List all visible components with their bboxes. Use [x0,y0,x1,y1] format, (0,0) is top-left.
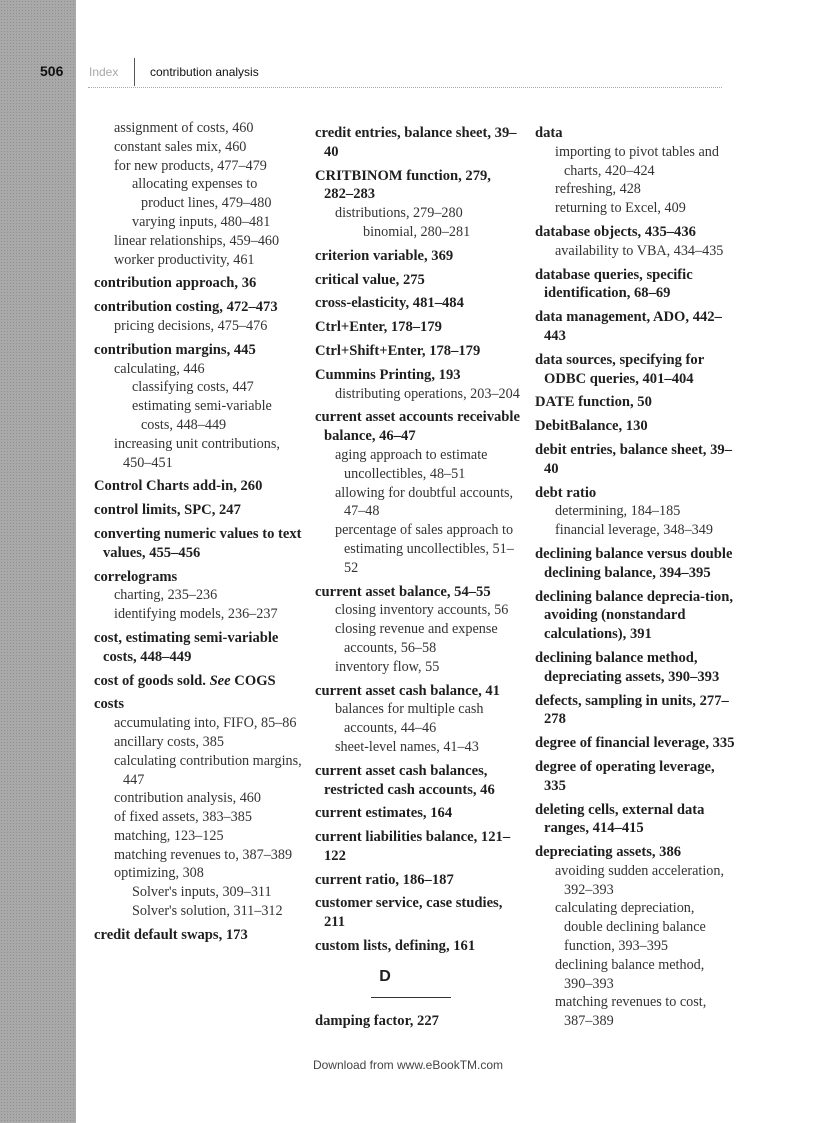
index-subentry [555,899,735,955]
index-entry [315,937,523,956]
entry-text: increasing unit contributions, 450–451 [114,435,280,471]
page-margin-strip [0,0,76,1123]
entry-text: DATE function, 50 [535,394,652,411]
entry-text: for new products, 477–479 [114,157,267,174]
entry-text: current asset accounts receivable balance, 46–47 [315,409,520,445]
entry-text: control limits, SPC, 247 [94,502,241,519]
entry-text: Solver's inputs, 309–311 [132,884,272,901]
index-entry [315,762,523,800]
index-subentry [114,846,304,865]
index-entry [315,342,523,361]
letter-rule [371,997,451,998]
entry-text: Ctrl+Enter, 178–179 [315,319,442,336]
index-entry [94,926,304,945]
index-entry [535,758,735,796]
index-entry [315,271,523,290]
entry-text: damping factor, 227 [315,1012,439,1029]
index-entry [315,682,523,701]
letter-heading [315,968,455,998]
entry-text: distributing operations, 203–204 [335,385,520,402]
entry-text: Solver's solution, 311–312 [132,903,283,920]
index-subentry [335,738,523,757]
entry-text: matching revenues to cost, 387–389 [555,994,707,1030]
index-subentry [132,213,304,232]
entry-text: closing inventory accounts, 56 [335,602,509,619]
entry-text: Ctrl+Shift+Enter, 178–179 [315,342,481,359]
entry-text: estimating semi-variable costs, 448–449 [132,398,272,433]
index-entry [94,341,304,360]
entry-text: returning to Excel, 409 [555,200,686,217]
entry-text: calculating, 446 [114,360,205,377]
index-entry [315,167,523,205]
index-subentry [335,385,523,404]
entry-text: cost of goods sold. [94,672,206,689]
entry-text: current asset cash balances, restricted cash accounts, 46 [315,762,495,798]
entry-text: worker productivity, 461 [114,251,255,268]
index-subentry [132,175,304,213]
index-subentry [114,733,304,752]
entry-text: classifying costs, 447 [132,379,254,396]
index-entry [315,583,523,602]
entry-text: ancillary costs, 385 [114,733,224,750]
entry-text: binomial, 280–281 [363,223,471,240]
index-subentry [555,993,735,1031]
index-entry [94,568,304,587]
index-entry [535,545,735,583]
entry-text: allocating expenses to product lines, 479–480 [132,176,272,212]
entry-text: degree of financial leverage, 335 [535,735,735,752]
entry-text: allowing for doubtful accounts, 47–48 [335,484,514,520]
entry-text: contribution approach, 36 [94,275,257,292]
index-entry [535,417,735,436]
index-entry [535,588,735,644]
entry-text: current asset balance, 54–55 [315,583,491,600]
index-entry [94,695,304,714]
entry-text: availability to VBA, 434–435 [555,242,724,259]
entry-text: distributions, 279–280 [335,205,463,222]
entry-text: varying inputs, 480–481 [132,213,271,230]
entry-text: closing revenue and expense accounts, 56–58 [335,621,498,656]
index-subentry [114,827,304,846]
entry-text: declining balance method, depreciating assets, 390–393 [535,649,720,685]
entry-text: database objects, 435–436 [535,223,696,240]
index-entry [315,408,523,446]
entry-text: current ratio, 186–187 [315,871,454,888]
index-entry [315,828,523,866]
page-header [0,58,816,88]
index-subentry [114,360,304,379]
entry-text: costs [94,696,124,713]
index-subentry [335,204,523,223]
entry-text: declining balance versus double declining balance, 394–395 [535,545,733,581]
index-subentry [132,902,304,921]
index-subentry [555,956,735,994]
entry-text: inventory flow, 55 [335,658,440,675]
entry-text: cost, estimating semi-variable costs, 448–449 [94,629,279,665]
entry-text: converting numeric values to text values, 455–456 [94,525,302,561]
index-subentry [114,714,304,733]
entry-text: declining balance deprecia-tion, avoiding (nonstandard calculations), 391 [535,588,733,643]
index-subentry [114,808,304,827]
index-subentry [555,521,735,540]
see-target: COGS [234,672,276,689]
index-subentry [114,605,304,624]
entry-text: matching revenues to, 387–389 [114,846,293,863]
entry-text: contribution margins, 445 [94,341,256,358]
entry-text: contribution costing, 472–473 [94,299,278,316]
entry-text: debt ratio [535,484,597,501]
index-subentry [114,435,304,473]
entry-text: depreciating assets, 386 [535,844,682,861]
index-entry [315,366,523,385]
index-subentry [114,119,304,138]
entry-text: charting, 235–236 [114,587,218,604]
index-entry [94,298,304,317]
index-entry [315,124,523,162]
index-column-1 [94,119,304,945]
entry-text: criterion variable, 369 [315,247,454,264]
index-subentry [132,883,304,902]
index-subentry [555,180,735,199]
page-number: 506 [40,63,64,79]
index-subentry [335,446,523,484]
letter-heading-text: D [379,967,391,985]
index-subentry [335,601,523,620]
entry-text: database queries, specific identification, 68–69 [535,266,693,302]
index-entry [535,223,735,242]
index-entry [535,351,735,389]
index-subentry [363,223,523,242]
index-subentry [555,862,735,900]
index-column-2 [315,119,523,1031]
entry-text: percentage of sales approach to estimating uncollectibles, 51–52 [335,522,514,576]
index-entry [94,629,304,667]
index-subentry [114,864,304,883]
entry-text: calculating depreciation, double declining balance function, 393–395 [555,900,706,955]
index-subentry [114,752,304,790]
entry-text: defects, sampling in units, 277–278 [535,692,729,728]
entry-text: matching, 123–125 [114,827,224,844]
index-entry [315,871,523,890]
index-subentry [555,143,735,181]
entry-text: custom lists, defining, 161 [315,938,476,955]
entry-text: contribution analysis, 460 [114,790,261,807]
index-subentry [335,700,523,738]
index-entry [94,274,304,293]
index-subentry [114,232,304,251]
entry-text: calculating contribution margins, 447 [114,752,302,788]
index-entry [535,266,735,304]
entry-text: sheet-level names, 41–43 [335,738,479,755]
index-subentry [114,251,304,270]
entry-text: data management, ADO, 442–443 [535,309,722,344]
index-subentry [114,586,304,605]
entry-text: debit entries, balance sheet, 39–40 [535,441,732,477]
entry-text: optimizing, 308 [114,865,204,882]
index-entry [315,294,523,313]
index-subentry [555,199,735,218]
index-entry [94,525,304,563]
header-rule [88,87,722,88]
entry-text: assignment of costs, 460 [114,120,254,136]
entry-text: importing to pivot tables and charts, 420–424 [555,143,719,179]
index-subentry [114,789,304,808]
running-head: contribution analysis [150,65,259,79]
entry-text: current liabilities balance, 121–122 [315,829,511,864]
index-subentry [132,378,304,397]
index-subentry [335,484,523,522]
index-entry [535,801,735,839]
entry-text: financial leverage, 348–349 [555,522,713,539]
index-entry [315,1012,523,1031]
index-entry [535,843,735,862]
index-entry [535,692,735,730]
index-subentry [114,317,304,336]
download-footer: Download from www.eBookTM.com [312,1058,504,1072]
entry-text: critical value, 275 [315,271,425,288]
entry-text: cross-elasticity, 481–484 [315,295,464,312]
index-subentry [335,521,523,577]
index-entry [315,804,523,823]
index-column-3 [535,119,735,1031]
entry-text: DebitBalance, 130 [535,418,648,435]
entry-text: data sources, specifying for ODBC queries, 401–404 [535,351,704,387]
index-entry [535,308,735,346]
index-entry [315,894,523,932]
index-entry [535,124,735,143]
see-reference: See [209,672,231,689]
entry-text: correlograms [94,568,178,585]
index-entry [535,441,735,479]
entry-text: determining, 184–185 [555,503,681,520]
index-entry [535,734,735,753]
entry-text: declining balance method, 390–393 [555,956,705,992]
entry-text: aging approach to estimate uncollectibles, 48–51 [335,446,488,482]
index-entry [94,672,304,691]
entry-text: CRITBINOM function, 279, 282–283 [315,167,491,203]
index-subentry [335,658,523,677]
index-entry [315,247,523,266]
entry-text: data [535,125,563,141]
index-subentry [335,620,523,658]
index-subentry [132,397,304,435]
entry-text: avoiding sudden acceleration, 392–393 [555,862,725,898]
index-entry [315,318,523,337]
entry-text: linear relationships, 459–460 [114,232,280,249]
entry-text: identifying models, 236–237 [114,606,278,623]
index-subentry [114,138,304,157]
entry-text: constant sales mix, 460 [114,138,247,155]
index-entry [94,477,304,496]
entry-text: of fixed assets, 383–385 [114,809,252,826]
index-entry [94,501,304,520]
entry-text: degree of operating leverage, 335 [535,758,715,794]
index-subentry [555,502,735,521]
entry-text: credit default swaps, 173 [94,926,248,943]
entry-text: pricing decisions, 475–476 [114,317,268,334]
entry-text: accumulating into, FIFO, 85–86 [114,715,297,732]
index-subentry [114,157,304,176]
entry-text: customer service, case studies, 211 [315,895,503,931]
entry-text: Control Charts add-in, 260 [94,478,263,495]
section-name: Index [89,65,119,79]
entry-text: refreshing, 428 [555,181,641,198]
entry-text: current asset cash balance, 41 [315,682,500,699]
header-divider [134,58,135,86]
entry-text: current estimates, 164 [315,805,453,822]
index-subentry [555,242,735,261]
index-entry [535,393,735,412]
entry-text: credit entries, balance sheet, 39–40 [315,125,517,160]
index-entry [535,649,735,687]
entry-text: deleting cells, external data ranges, 414–415 [535,801,705,837]
entry-text: balances for multiple cash accounts, 44–46 [335,701,484,737]
index-entry [535,484,735,503]
entry-text: Cummins Printing, 193 [315,366,461,383]
